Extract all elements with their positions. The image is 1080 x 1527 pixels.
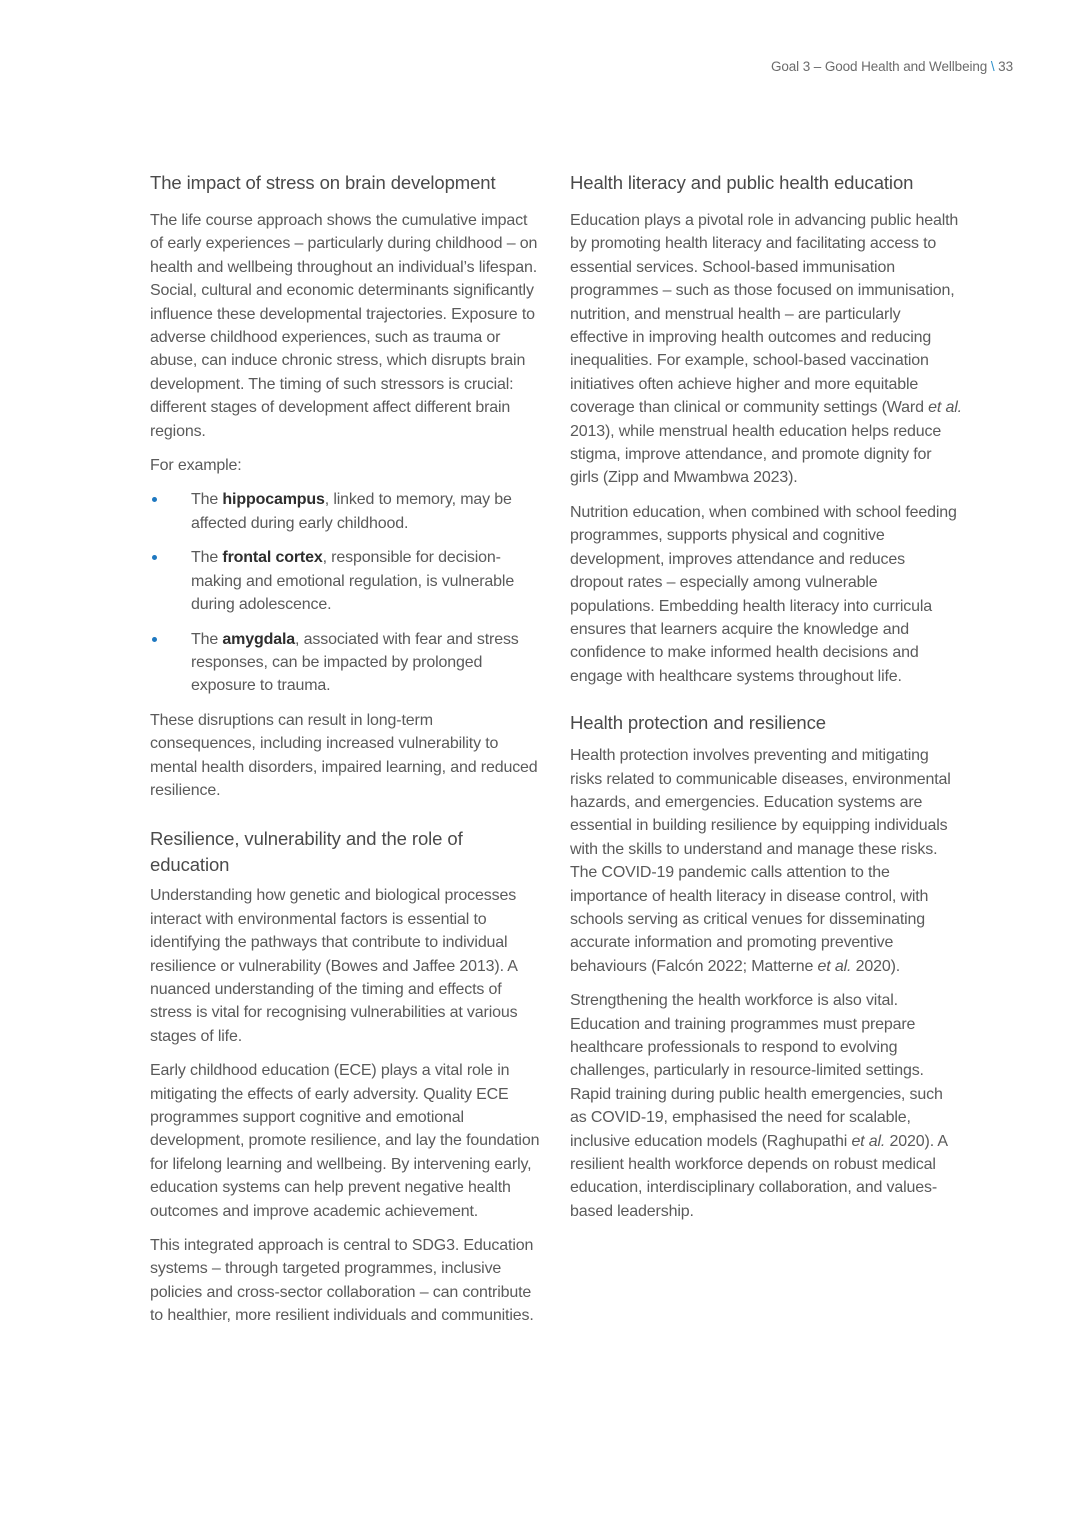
paragraph — [570, 744, 962, 978]
paragraph-text: Education plays a pivotal role in advancing public health by promoting health literacy and facilitating access to essential services. School-based immunisation programmes – such as those focused on immunisation, nutrition, and menstrual health – are particularly effective in improving health outcomes and reducing inequalities. For example, school-based vaccination initiatives often achieve higher and more equitable coverage than clinical or community settings (Ward — [570, 212, 959, 417]
paragraph — [570, 209, 962, 490]
paragraph: Understanding how genetic and biological processes interact with environmental factors is essential to identifying the pathways that contribute to individual resilience or vulnerability (Bowes and Jaffee 2013). A nuanced understanding of the timing and effects of stress is vital for recognising vulnerabilities at various stages of life. — [150, 887, 518, 1045]
list-item-text: , linked to memory, may be affected during early childhood. — [191, 491, 512, 532]
paragraph-text: Health protection involves preventing and mitigating risks related to communicable diseases, environmental hazards, and emergencies. Education systems are essential in building resilience by equipping individuals with the skills to understand and manage these risks. The COVID-19 pandemic calls attention to the importance of health literacy in disease control, with schools serving as critical venues for disseminating accurate information and promoting preventive behaviours (Falcón 2022; Matterne — [570, 747, 951, 975]
paragraph: The life course approach shows the cumulative impact of early experiences – particularly during childhood – on health and wellbeing throughout an individual’s lifespan. Social, cultural and economic determinants significantly influence these developmental trajectories. Exposure to adverse childhood experiences, such as trauma or abuse, can induce chronic stress, which disrupts brain development. The timing of such stressors is crucial: different stages of development affect different brain regions. — [150, 212, 538, 440]
bullet-icon — [152, 555, 157, 560]
list-item-text: , associated with fear and stress responses, can be impacted by prolonged exposure to trauma. — [191, 630, 519, 695]
paragraph: Early childhood education (ECE) plays a vital role in mitigating the effects of early adversity. Quality ECE programmes support cognitive and emotional development, promote resilience, and lay the foundation for lifelong learning and wellbeing. By intervening early, education systems can help prevent negative health outcomes and improve academic achievement. — [150, 1062, 540, 1220]
section-heading-resilience: Resilience, vulnerability and the role of education — [150, 828, 463, 876]
list-item — [150, 628, 542, 698]
paragraph — [570, 989, 962, 1223]
citation-et-al: et al. — [817, 957, 852, 975]
paragraph: This integrated approach is central to SDG3. Education systems – through targeted programmes, inclusive policies and cross-sector collaboration – can contribute to healthier, more resilient individuals and communities. — [150, 1237, 534, 1325]
list-item-term: hippocampus — [222, 491, 325, 509]
paragraph-text: 2020). — [851, 957, 901, 975]
section-heading-health-literacy: Health literacy and public health education — [570, 172, 914, 193]
list-item-prefix: The — [191, 491, 223, 509]
section-heading-health-protection: Health protection and resilience — [570, 712, 826, 734]
running-header-separator: \ — [990, 59, 995, 74]
paragraph: For example: — [150, 457, 242, 475]
paragraph: These disruptions can result in long-term consequences, including increased vulnerability to mental health disorders, impaired learning, and reduced resilience. — [150, 711, 538, 799]
section-heading-stress-brain: The impact of stress on brain development — [150, 172, 496, 193]
brain-regions-list — [150, 488, 542, 697]
running-header — [771, 59, 1013, 74]
citation-et-al: et al. — [928, 399, 962, 417]
right-column — [570, 170, 962, 1234]
paragraph-text: 2020). A resilient health workforce depends on robust medical education, interdisciplinary collaboration, and values-based leadership. — [570, 1132, 948, 1220]
paragraph: Nutrition education, when combined with school feeding programmes, supports physical and cognitive development, improves attendance and reduces dropout rates – especially among vulnerable populations. Embedding health literacy into curricula ensures that learners acquire the knowledge and confidence to make informed health decisions and engage with healthcare systems throughout life. — [570, 503, 957, 685]
list-item — [150, 546, 542, 616]
left-column — [150, 170, 542, 1339]
list-item-prefix: The — [191, 549, 223, 567]
citation-et-al: et al. — [851, 1132, 886, 1150]
list-item-prefix: The — [191, 630, 223, 648]
list-item-term: amygdala — [222, 630, 296, 648]
list-item-text: , responsible for decision-making and emotional regulation, is vulnerable during adolescence. — [191, 549, 515, 614]
list-item — [150, 488, 542, 535]
bullet-icon — [152, 637, 157, 642]
list-item-term: frontal cortex — [222, 549, 323, 567]
bullet-icon — [152, 497, 157, 502]
running-header-section: Goal 3 – Good Health and Wellbeing — [770, 59, 988, 74]
paragraph-text: 2013), while menstrual health education helps reduce stigma, improve attendance, and promote dignity for girls (Zipp and Mwambwa 2023). — [570, 422, 942, 487]
page-number: 33 — [998, 59, 1013, 74]
paragraph-text: Strengthening the health workforce is also vital. Education and training programmes must prepare healthcare professionals to respond to evolving challenges, particularly in resource-limited settings. Rapid training during public health emergencies, such as COVID-19, emphasised the need for scalable, inclusive education models (Raghupathi — [570, 992, 943, 1150]
